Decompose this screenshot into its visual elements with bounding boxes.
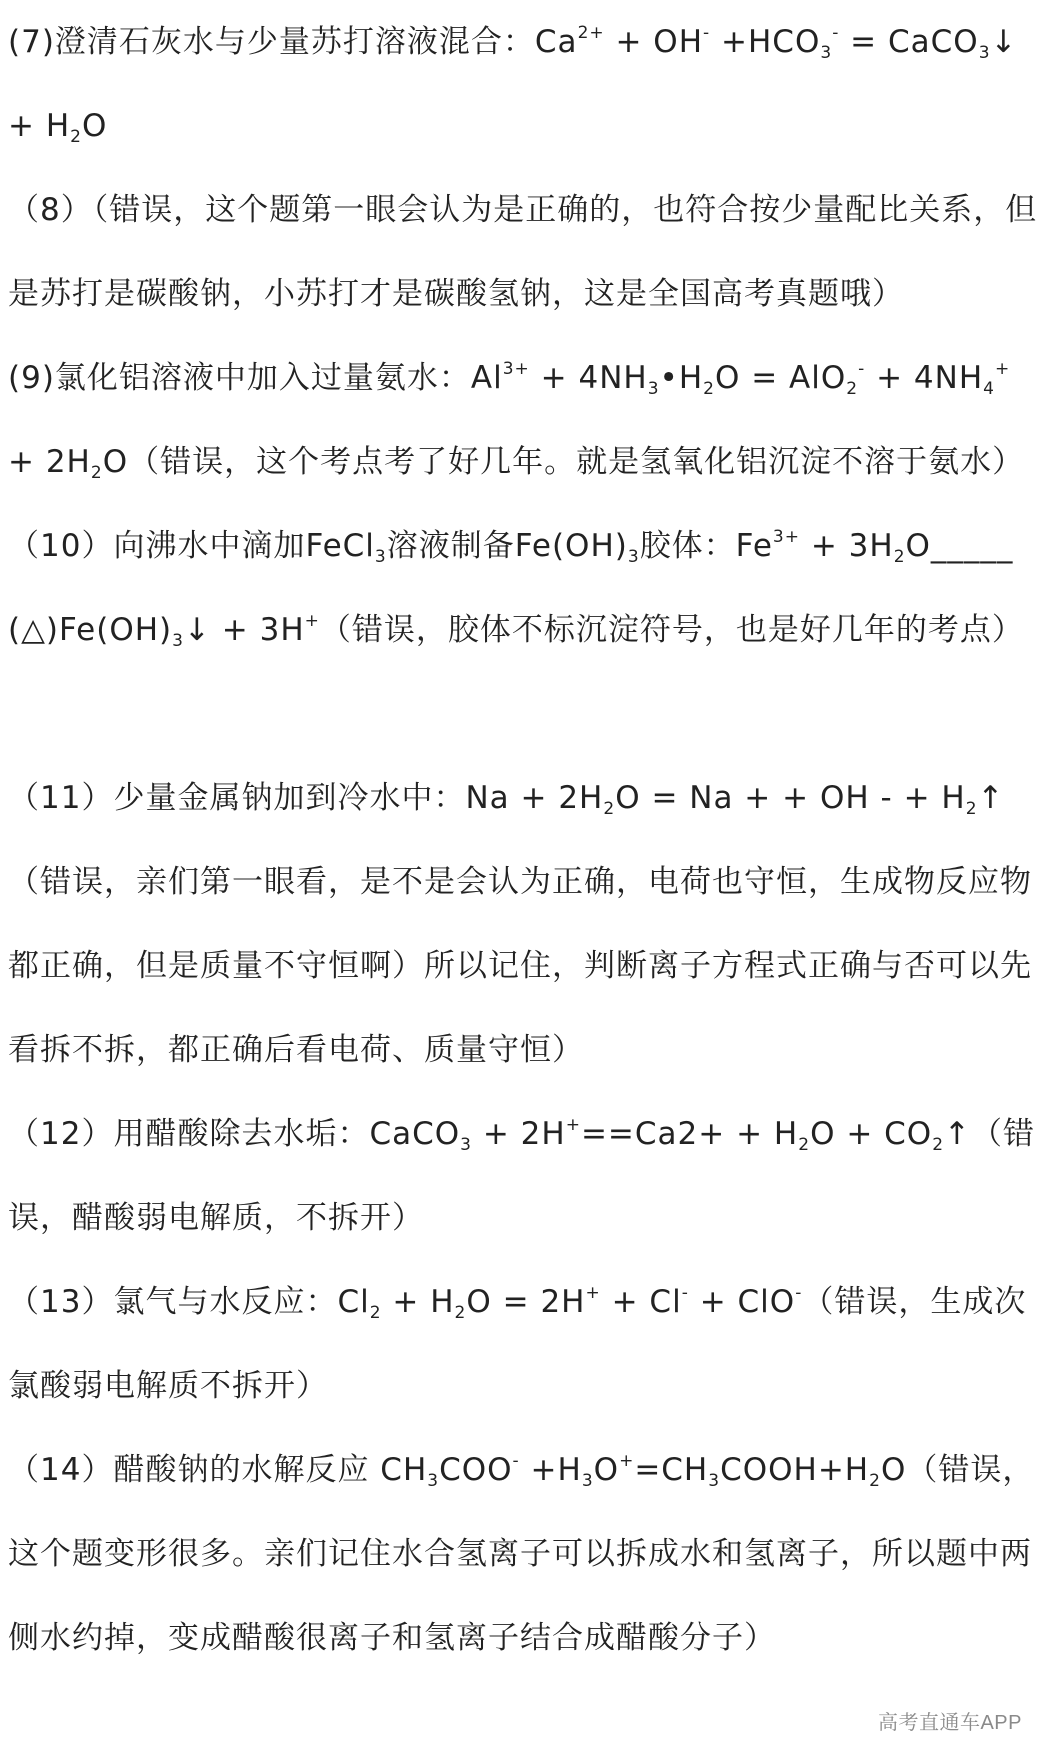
text-run: + OH	[604, 24, 704, 60]
superscript: -	[703, 23, 711, 43]
subscript: 2	[703, 379, 715, 399]
text-run: (9)氯化铝溶液中加入过量氨水：Al	[8, 360, 503, 396]
superscript: 2+	[577, 23, 605, 43]
text-run: + 2H	[471, 1116, 566, 1152]
subscript: 2	[603, 799, 616, 819]
item-7	[8, 0, 1048, 168]
text-run: O_____(△)Fe(OH)	[8, 528, 1014, 648]
subscript: 3	[374, 547, 387, 567]
text-run: •H	[659, 360, 704, 396]
subscript: 3	[708, 1471, 721, 1491]
text-run: (7)澄清石灰水与少量苏打溶液混合：Ca	[8, 24, 578, 60]
subscript: 3	[978, 43, 991, 63]
text-run: ↓ + H	[8, 24, 1029, 144]
item-11	[8, 756, 1048, 1092]
text-run: O = AlO	[714, 360, 847, 396]
item-14	[8, 1428, 1048, 1680]
superscript: -	[512, 1451, 520, 1471]
subscript: 2	[869, 1471, 881, 1491]
text-run: O = 2H	[466, 1284, 586, 1320]
text-run: O（错误，这个题变形很多。亲们记住水合氢离子可以拆成水和氢离子，所以题中两侧水约掉，变成醋酸很离子和氢离子结合成醋酸分子）	[8, 1452, 1035, 1656]
text-run: O	[81, 108, 108, 144]
item-10	[8, 504, 1048, 672]
text-run: ↑（错误，醋酸弱电解质，不拆开）	[8, 1116, 1036, 1236]
text-run: O（错误，这个考点考了好几年。就是氢氧化铝沉淀不溶于氨水）	[102, 444, 1025, 480]
text-run: （10）向沸水中滴加FeCl	[8, 528, 375, 564]
subscript: 2	[90, 463, 103, 483]
text-run: +HCO	[710, 24, 821, 60]
text-run: （13）氯气与水反应：Cl	[8, 1284, 370, 1320]
subscript: 2	[369, 1303, 382, 1323]
text-run: + ClO	[688, 1284, 796, 1320]
item-8	[8, 168, 1048, 336]
subscript: 2	[846, 379, 859, 399]
text-run: + 4NH	[865, 360, 984, 396]
subscript: 3	[460, 1135, 472, 1155]
watermark-text: 高考直通车APP	[877, 1712, 1022, 1734]
item-12	[8, 1092, 1048, 1260]
subscript: 3	[627, 547, 640, 567]
item-13	[8, 1260, 1048, 1428]
subscript: 3	[647, 379, 660, 399]
text-run: O = Na + + OH - + H	[615, 780, 966, 816]
text-run: 溶液制备Fe(OH)	[386, 528, 628, 564]
item-9	[8, 336, 1048, 504]
superscript: 3+	[772, 527, 800, 547]
text-run: + 2H	[8, 360, 1022, 480]
subscript: 2	[893, 547, 906, 567]
subscript: 2	[932, 1135, 945, 1155]
subscript: 3	[427, 1471, 440, 1491]
text-run: O + CO	[810, 1116, 933, 1152]
text-run: + 4NH	[529, 360, 648, 396]
text-run: COOH+H	[720, 1452, 870, 1488]
superscript: -	[858, 359, 866, 379]
text-run: （错误，胶体不标沉淀符号，也是好几年的考点）	[319, 612, 1024, 648]
superscript: +	[565, 1115, 581, 1135]
superscript: -	[681, 1283, 689, 1303]
superscript: 3+	[502, 359, 530, 379]
text-run: ↓ + 3H	[183, 612, 305, 648]
text-run: （11）少量金属钠加到冷水中：Na + 2H	[8, 780, 604, 816]
text-run: （8）（错误，这个题第一眼会认为是正确的，也符合按少量配比关系，但是苏打是碳酸钠，小苏打才是碳酸氢钠，这是全国高考真题哦）	[8, 192, 1038, 312]
text-run: ↑（错误，亲们第一眼看，是不是会认为正确，电荷也守恒，生成物反应物都正确，但是质量不守恒啊）所以记住，判断离子方程式正确与否可以先看拆不拆，都正确后看电荷、质量守恒）	[8, 780, 1032, 1068]
text-run: + Cl	[600, 1284, 682, 1320]
text-run: （12）用醋酸除去水垢：CaCO	[8, 1116, 461, 1152]
text-run: = CaCO	[839, 24, 979, 60]
subscript: 3	[820, 43, 833, 63]
superscript: +	[304, 611, 320, 631]
text-run: ==Ca2+ + H	[580, 1116, 799, 1152]
subscript: 2	[70, 127, 82, 147]
superscript: +	[994, 359, 1011, 379]
subscript: 2	[454, 1303, 467, 1323]
subscript: 3	[172, 631, 184, 651]
superscript: -	[795, 1283, 803, 1303]
text-run: （错误，生成次氯酸弱电解质不拆开）	[8, 1284, 1027, 1404]
subscript: 3	[581, 1471, 594, 1491]
text-run: +H	[519, 1452, 582, 1488]
superscript: -	[832, 23, 840, 43]
text-run: =CH	[634, 1452, 709, 1488]
subscript: 2	[798, 1135, 811, 1155]
superscript: +	[619, 1451, 635, 1471]
text-run: 胶体：Fe	[639, 528, 773, 564]
text-run: （14）醋酸钠的水解反应 CH	[8, 1452, 428, 1488]
superscript: +	[585, 1283, 601, 1303]
text-run: COO	[439, 1452, 513, 1488]
subscript: 2	[965, 799, 978, 819]
text-run: O	[593, 1452, 620, 1488]
text-run: + 3H	[799, 528, 894, 564]
subscript: 4	[983, 379, 995, 399]
text-run: + H	[381, 1284, 455, 1320]
